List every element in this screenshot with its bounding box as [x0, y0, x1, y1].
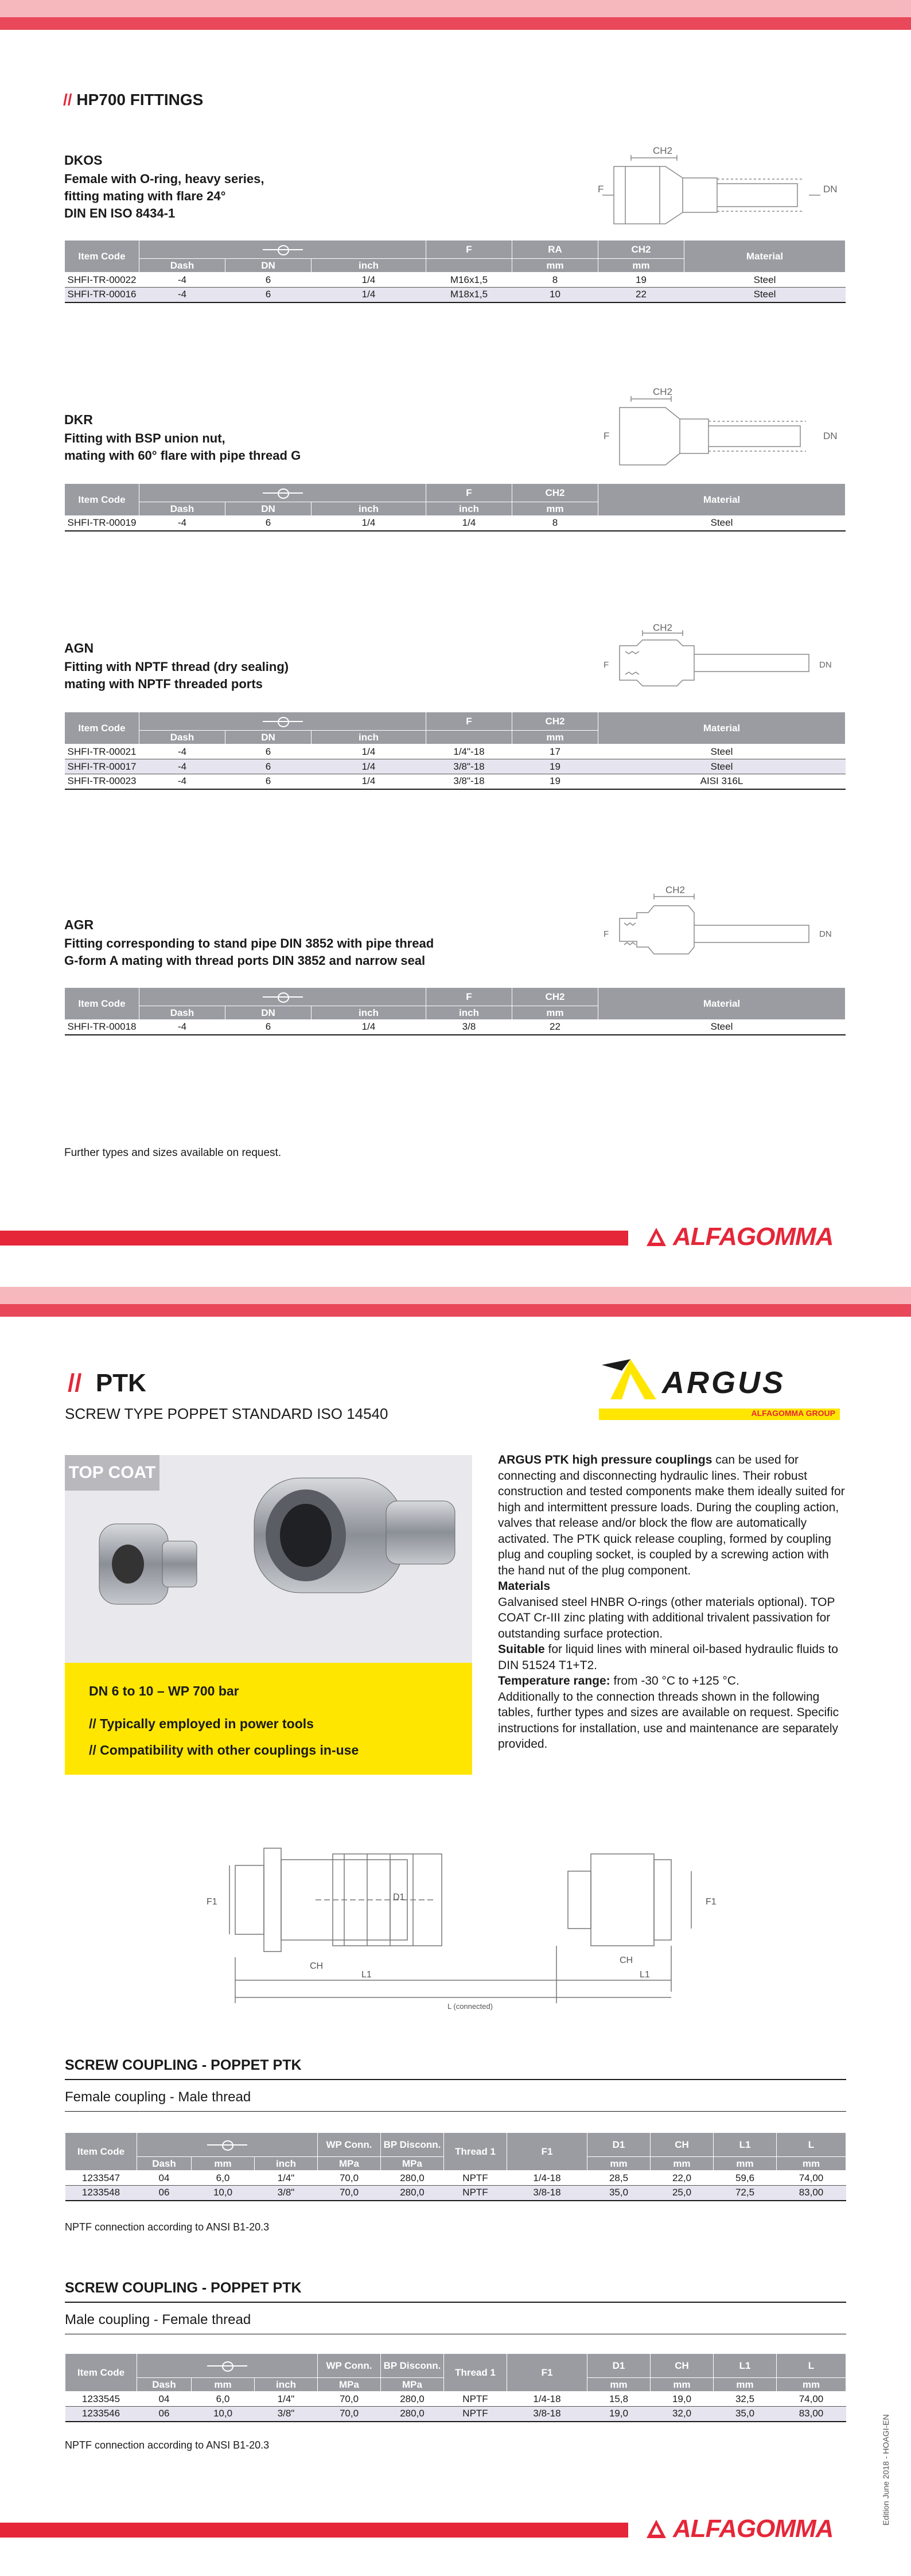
alfagomma-logo-2: ALFAGOMMA	[645, 2515, 833, 2543]
table-row: SHFI-TR-00017 -4 6 1/4 3/8"-18 19 Steel	[65, 759, 846, 774]
table-row: SHFI-TR-00021 -4 6 1/4 1/4"-18 17 Steel	[65, 744, 846, 759]
agr-label-dn: DN	[819, 929, 832, 939]
drawing-label-l1: L1	[361, 1970, 372, 1980]
table-row: SHFI-TR-00019 -4 6 1/4 1/4 8 Steel	[65, 516, 846, 531]
page-title: // HP700 FITTINGS	[63, 91, 204, 108]
dkos-label-ch2: CH2	[653, 145, 673, 156]
dkos-drawing	[591, 143, 843, 230]
agn-drawing	[591, 623, 843, 703]
dkos-table: Item Code F RA CH2 Material Dash DN inch mm mm SHFI-TR-00022 -4 6 1/4 M16x1,5 8 19 Steel SHFI-TR-00016 -4 6 1/4 M18x1,5 10 22 Steel	[64, 240, 846, 303]
section-desc-agr: Fitting corresponding to stand pipe DIN 3852 with pipe thread G-form A mating with thread ports DIN 3852 and narrow seal	[64, 936, 434, 968]
dash-symbol-icon	[263, 487, 303, 499]
section-desc-dkr: Fitting with BSP union nut, mating with 60° flare with pipe thread G	[64, 431, 301, 463]
section-code-agn: AGN	[64, 641, 94, 655]
mid-stripe-pink	[0, 1287, 911, 1304]
ptk-table1-subtitle: Female coupling - Male thread	[65, 2089, 251, 2105]
top-stripe-red	[0, 17, 911, 30]
section-code-dkr: DKR	[64, 412, 93, 427]
section-code-agr: AGR	[64, 917, 94, 932]
top-stripe-pink	[0, 0, 911, 17]
dkos-label-f: F	[598, 184, 604, 195]
agn-table: Item Code F CH2 Material Dash DN inch mm SHFI-TR-00021 -4 6 1/4 1/4"-18 17 Steel SHFI-TR-00017 -4 6 1/4 3/8"-18 19 Steel SHFI-TR-00023 -4 6 1/4 3/8"-18 19 AISI 316L	[64, 712, 846, 790]
ptk-table2-title: SCREW COUPLING - POPPET PTK	[65, 2280, 302, 2296]
further-types-note: Further types and sizes available on request.	[64, 1147, 282, 1159]
section-code-dkos: DKOS	[64, 153, 103, 168]
section-desc-dkos: Female with O-ring, heavy series, fitting mating with flare 24° DIN EN ISO 8434-1	[64, 172, 264, 220]
drawing-label-ch: CH	[310, 1961, 324, 1971]
footer-red-bar	[0, 1231, 628, 1246]
ptk-table2-subtitle: Male coupling - Female thread	[65, 2312, 251, 2327]
agn-label-ch2: CH2	[653, 623, 673, 633]
section-desc-agn: Fitting with NPTF thread (dry sealing) mating with NPTF threaded ports	[64, 659, 289, 691]
agr-table: Item Code F CH2 Material Dash DN inch inch mm SHFI-TR-00018 -4 6 1/4 3/8 22 Steel	[64, 987, 846, 1035]
drawing-label-f1: F1	[207, 1897, 217, 1907]
dash-symbol-icon	[263, 991, 303, 1003]
dash-symbol-icon	[263, 716, 303, 727]
footer-red-bar-2	[0, 2523, 628, 2538]
dkr-label-ch2: CH2	[653, 386, 673, 397]
divider	[65, 2079, 846, 2080]
ptk-description: ARGUS PTK high pressure couplings can be used for connecting and disconnecting hydraulic lines. Their robust construction and tested components make them ideally suited for high and intermittent pressure loads. During the coupling action, valves that release and/or block the flow are automatically activated. The PTK quick release coupling, formed by coupling plug and coupling socket, is coupled by a screwing action with the hand nut of the plug component. Materials Galvanised steel HNBR O-rings (other materials optional). TOP COAT Cr-III zinc plating with additional trivalent passivation for outstanding surface protection. Suitable for liquid lines with mineral oil-based hydraulic fluids to DIN 51524 T1+T2. Temperature range: from -30 °C to +125 °C. Additionally to the connection threads shown in the following tables, further types and sizes are available on request. Specific instructions for installation, use and maintenance are separately provided.	[498, 1453, 845, 1751]
table-row: 1233548 06 10,0 3/8" 70,0 280,0 NPTF 3/8-18 35,0 25,0 72,5 83,00	[65, 2186, 846, 2201]
table-row: SHFI-TR-00018 -4 6 1/4 3/8 22 Steel	[65, 1020, 846, 1035]
drawing-label-l-connected: L (connected)	[447, 2002, 493, 2011]
table-row: 1233546 06 10,0 3/8" 70,0 280,0 NPTF 3/8-18 19,0 32,0 35,0 83,00	[65, 2407, 846, 2422]
argus-mark-icon	[599, 1353, 662, 1405]
nptf-note-1: NPTF connection according to ANSI B1-20.3	[65, 2221, 270, 2233]
dkr-drawing	[591, 385, 843, 471]
dash-symbol-icon	[207, 2360, 247, 2372]
top-coat-badge: TOP COAT	[65, 1455, 159, 1491]
dkos-label-dn: DN	[823, 184, 838, 195]
drawing-label-l1-male: L1	[640, 1970, 650, 1980]
agr-label-ch2: CH2	[665, 884, 686, 895]
table-row: SHFI-TR-00023 -4 6 1/4 3/8"-18 19 AISI 316L	[65, 774, 846, 789]
agr-drawing	[591, 884, 843, 970]
edition-text: Edition June 2018 - HOAGI-EN	[881, 2414, 890, 2525]
dkr-label-dn: DN	[823, 430, 838, 441]
feature-line-1: DN 6 to 10 – WP 700 bar	[89, 1683, 239, 1698]
drawing-label-d1: D1	[393, 1892, 405, 1902]
feature-line-3: // Compatibility with other couplings in-use	[89, 1743, 359, 1758]
ptk-table2: Item Code WP Conn. BP Disconn. Thread 1 F1 D1 CH L1 L Dash mm inch MPa MPa mm mm mm mm 1233545 04 6,0 1/4" 70,0 280,0 NPTF 1/4-18 15,8 19,0 32,5 74,00 1233546 06 10,0 3/8" 70,0 280,0 NPTF 3/8-18 19,0 32,0 35,0 83,00	[65, 2353, 846, 2422]
alfagomma-mark-icon	[645, 1227, 667, 1247]
drawing-label-f1-male: F1	[706, 1897, 717, 1907]
ptk-subtitle: SCREW TYPE POPPET STANDARD ISO 14540	[65, 1405, 388, 1422]
drawing-label-ch-male: CH	[620, 1956, 633, 1965]
alfagomma-logo: ALFAGOMMA	[645, 1223, 833, 1251]
ptk-table1: Item Code WP Conn. BP Disconn. Thread 1 F1 D1 CH L1 L Dash mm inch MPa MPa mm mm mm mm 1233547 04 6,0 1/4" 70,0 280,0 NPTF 1/4-18 28,5 22,0 59,6 74,00 1233548 06 10,0 3/8" 70,0 280,0 NPTF 3/8-18 35,0 25,0 72,5 83,00	[65, 2132, 846, 2201]
agr-label-f: F	[604, 929, 609, 939]
divider	[65, 2111, 846, 2112]
dkr-label-f: F	[604, 430, 610, 441]
table-row: SHFI-TR-00016 -4 6 1/4 M18x1,5 10 22 Steel	[65, 288, 846, 302]
ptk-title: // PTK	[68, 1369, 146, 1397]
agn-label-f: F	[604, 660, 609, 670]
dkr-table: Item Code F CH2 Material Dash DN inch inch mm SHFI-TR-00019 -4 6 1/4 1/4 8 Steel	[64, 483, 846, 532]
ptk-technical-drawing	[201, 1814, 746, 2020]
agn-label-dn: DN	[819, 660, 832, 670]
dash-symbol-icon	[139, 240, 426, 259]
mid-stripe-red	[0, 1304, 911, 1317]
argus-logo: ARGUS ALFAGOMMA GROUP	[599, 1353, 840, 1422]
table-row: 1233547 04 6,0 1/4" 70,0 280,0 NPTF 1/4-18 28,5 22,0 59,6 74,00	[65, 2171, 846, 2186]
dash-symbol-icon	[207, 2139, 247, 2151]
divider	[65, 2302, 846, 2303]
alfagomma-mark-icon	[645, 2519, 667, 2539]
nptf-note-2: NPTF connection according to ANSI B1-20.3	[65, 2439, 270, 2451]
table-row: 1233545 04 6,0 1/4" 70,0 280,0 NPTF 1/4-18 15,8 19,0 32,5 74,00	[65, 2392, 846, 2407]
product-photo	[65, 1455, 472, 1663]
table-row: SHFI-TR-00022 -4 6 1/4 M16x1,5 8 19 Steel	[65, 273, 846, 288]
feature-line-2: // Typically employed in power tools	[89, 1716, 314, 1731]
ptk-table1-title: SCREW COUPLING - POPPET PTK	[65, 2057, 302, 2073]
